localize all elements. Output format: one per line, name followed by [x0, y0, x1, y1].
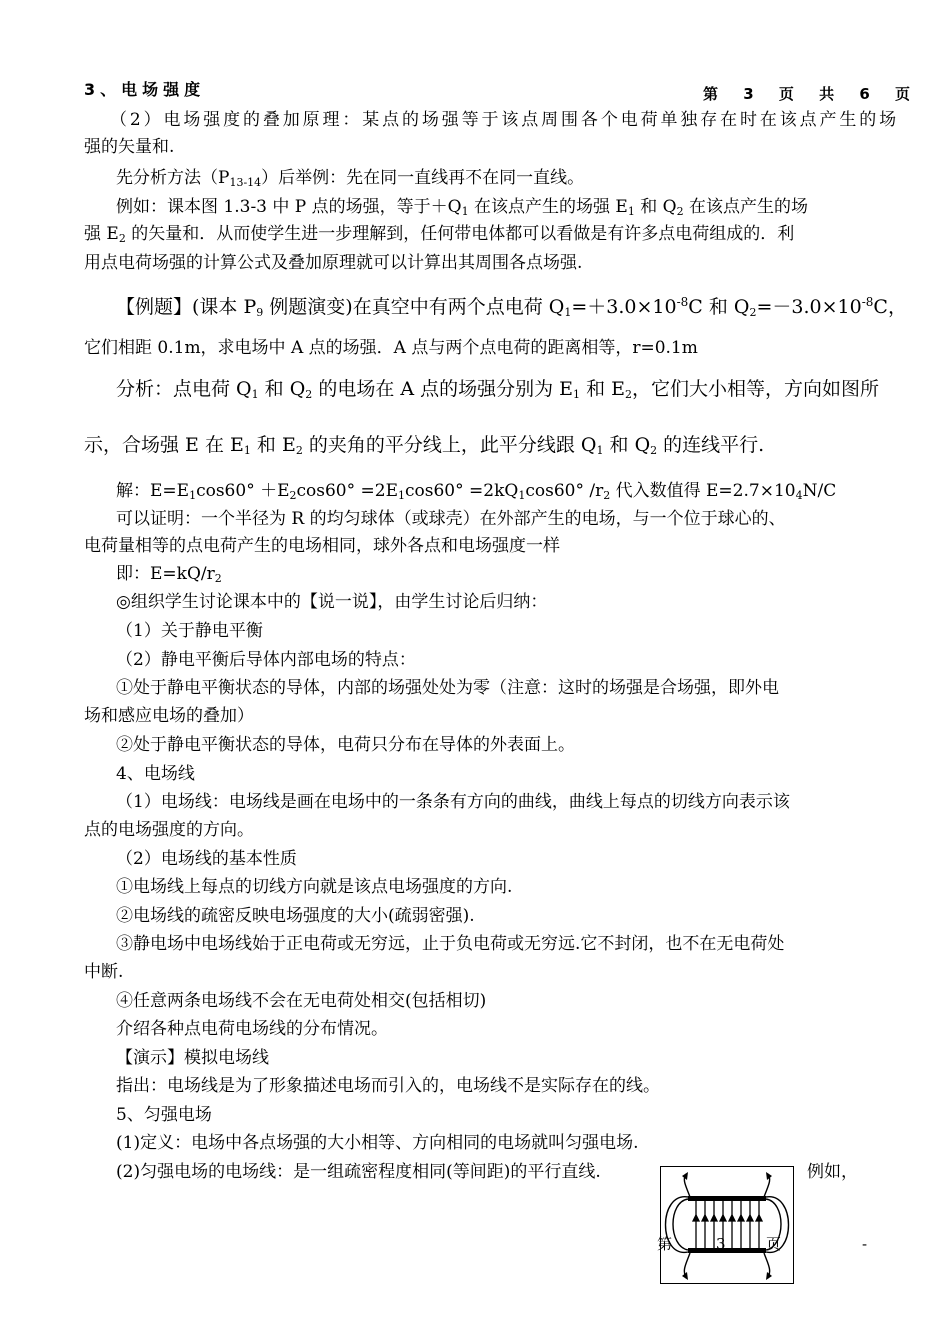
sphere-note-line-1: 可以证明：一个半径为 R 的均匀球体（或球壳）在外部产生的电场，与一个位于球心的、 — [116, 509, 786, 529]
discussion-point-1-line-2: 场和感应电场的叠加） — [84, 706, 254, 726]
discussion-point-1-line-1: ①处于静电平衡状态的导体，内部的场强处处为零（注意：这时的场强是合场强，即外电 — [116, 678, 779, 698]
page-number-label: 第 3 页 共 6 页 — [703, 85, 920, 103]
field-lines-def-line-2: 点的电场强度的方向。 — [84, 820, 254, 840]
analysis-line-2: 示，合场强 E 在 $E_1$ 和 $E_2$ 的夹角的平分线上，此平分线跟 $Q_1$ 和 $Q_2$ 的连线平行. — [84, 434, 765, 457]
sphere-note-line-2: 电荷量相等的点电荷产生的电场相同，球外各点和电场强度一样 — [84, 536, 560, 556]
field-lines-prop-3-line-2: 中断. — [84, 962, 124, 982]
uniform-field-figure — [660, 1166, 796, 1286]
field-lines-def-line-1: （1）电场线：电场线是画在电场中的一条条有方向的曲线，曲线上每点的切线方向表示该 — [116, 792, 790, 812]
field-lines-prop-4: ④任意两条电场线不会在无电荷处相交(包括相切) — [116, 991, 487, 1011]
uniform-field-definition: (1)定义：电场中各点场强的大小相等、方向相同的电场就叫匀强电场. — [116, 1133, 639, 1153]
footer-page-number: 3 — [716, 1235, 726, 1253]
field-lines-note: 指出：电场线是为了形象描述电场而引入的，电场线不是实际存在的线。 — [116, 1076, 660, 1096]
uniform-field-example-tail: 例如， — [807, 1162, 858, 1182]
field-lines-heading: 4、电场线 — [116, 764, 195, 784]
analysis-line-1: 分析：点电荷 $Q_1$ 和 $Q_2$ 的电场在 A 点的场强分别为 $E_1$ 和 $E_2$，它们大小相等，方向如图所 — [116, 378, 879, 401]
uniform-field-heading: 5、匀强电场 — [116, 1105, 212, 1125]
section-title: 3、电场强度 — [84, 80, 206, 99]
superposition-line-2: 强的矢量和. — [84, 137, 175, 157]
field-lines-demo: 【演示】模拟电场线 — [116, 1048, 269, 1068]
discussion-intro: ◎组织学生讨论课本中的【说一说】，由学生讨论后归纳： — [116, 592, 548, 612]
discussion-item-2: （2）静电平衡后导体内部电场的特点： — [116, 650, 416, 670]
footer-dash: - — [862, 1235, 868, 1253]
example-line-2: 强 $E_2$ 的矢量和．从而使学生进一步理解到，任何带电体都可以看做是有许多点电荷组成的．利 — [84, 224, 795, 245]
field-lines-prop-1: ①电场线上每点的切线方向就是该点电场强度的方向. — [116, 877, 513, 897]
discussion-item-1: （1）关于静电平衡 — [116, 621, 263, 641]
solution-line: 解：$E=E_1\cos 60^\circ +E_2\cos 60^\circ =2E_1\cos 60^\circ =2kQ_1\cos 60^\circ$ $/r_2$ 代入数值得 $E=2.7\times 10_4N/C$ — [116, 481, 837, 502]
field-lines-prop-2: ②电场线的疏密反映电场强度的大小(疏弱密强). — [116, 906, 475, 926]
footer-label-c: 页 — [766, 1235, 782, 1253]
superposition-line-1: （2）电场强度的叠加原理：某点的场强等于该点周围各个电荷单独存在时在该点产生的场 — [110, 110, 900, 130]
example-line-3: 用点电荷场强的计算公式及叠加原理就可以计算出其周围各点场强. — [84, 253, 583, 273]
field-lines-prop-3-line-1: ③静电场中电场线始于正电荷或无穷远，止于负电荷或无穷远.它不封闭，也不在无电荷处 — [116, 934, 785, 954]
example-line-1: 例如：课本图 1.3-3 中 P 点的场强，等于$+Q_1$ 在该点产生的场强 $E_1$ 和 $Q_2$ 在该点产生的场 — [116, 197, 808, 218]
method-line: 先分析方法$(P_{13-14})$后举例：先在同一直线再不在同一直线。 — [116, 168, 585, 189]
footer-label-a: 第 — [657, 1235, 673, 1253]
uniform-field-lines-text: (2)匀强电场的电场线：是一组疏密程度相同(等间距)的平行直线. — [116, 1162, 601, 1182]
field-lines-intro: 介绍各种点电荷电场线的分布情况。 — [116, 1019, 388, 1039]
sphere-formula: 即：$E=kQ/r_2$ — [116, 564, 222, 585]
field-lines-props-heading: （2）电场线的基本性质 — [116, 849, 297, 869]
discussion-point-2: ②处于静电平衡状态的导体，电荷只分布在导体的外表面上。 — [116, 735, 575, 755]
example-problem-line-2: 它们相距 0.1m，求电场中 A 点的场强．A 点与两个点电荷的距离相等，r=0.1m — [84, 338, 698, 358]
example-problem-line-1: 【例题】(课本 $P_9$ 例题演变)在真空中有两个点电荷 $Q_1=+3.0\times 10^{-8}C$ 和 $Q_2=-3.0\times 10^{-8}C$， — [116, 295, 907, 319]
